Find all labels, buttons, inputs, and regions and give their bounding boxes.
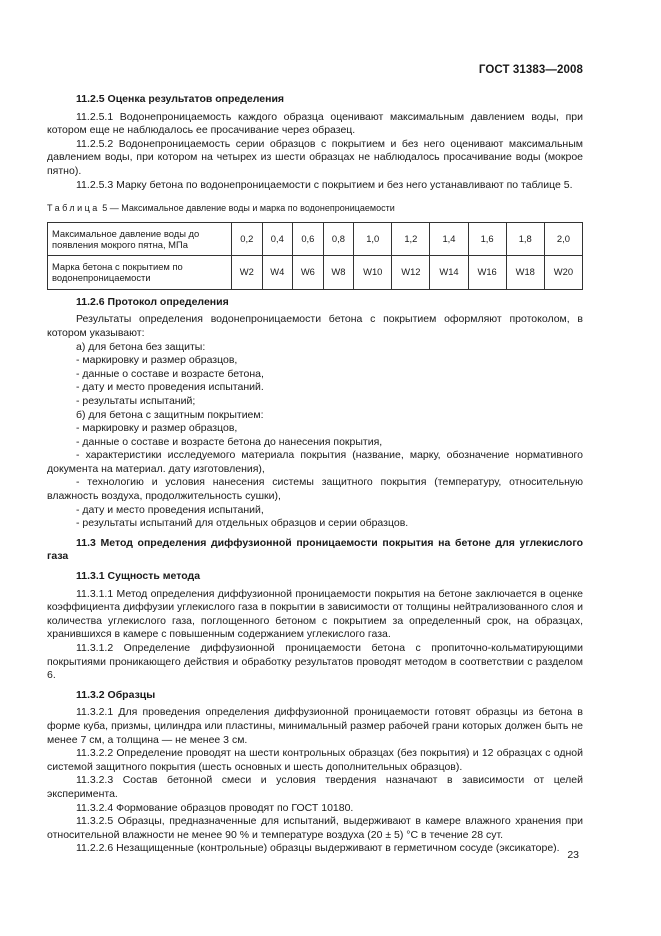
table-cell: 0,6 [293,222,324,255]
table-caption-label: Таблица [47,203,100,214]
table-cell: 0,8 [323,222,354,255]
paragraph-11-3-1-2: 11.3.1.2 Определение диффузионной проницаемости бетона с пропиточно-кольматирующими покрытиями проникающего действия и обработку результатов проводят методом в соответствии с разделом 6. [47,642,583,682]
row-header-grade: Марка бетона с покрытием по водонепроницаемости [48,255,232,289]
document-header: ГОСТ 31383—2008 [478,64,583,76]
list-item: - дату и место проведения испытаний, [76,503,264,516]
table-caption-text: 5 — Максимальное давление воды и марка по водонепроницаемости [99,203,395,214]
table-cell: 1,6 [468,222,506,255]
table-cell: W16 [468,255,506,289]
list-item: - результаты испытаний для отдельных образцов и серии образцов. [76,517,409,530]
table-cell: W6 [293,255,324,289]
list-heading-a: а) для бетона без защиты: [76,340,206,353]
paragraph-11-2-5-2: 11.2.5.2 Водонепроницаемость серии образцов с покрытием и без него оценивают максимальным давлением воды, при котором на четырех из шести образцах не наблюдалось просачивание воды (мокрое пятно). [47,137,583,177]
paragraph-11-3-1-1: 11.3.1.1 Метод определения диффузионной проницаемости покрытия на бетоне заключается в оценке коэффициента диффузии углекислого газа в покрытии в зависимости от толщины нейтрализованного слоя и количества углекислого газа, поглощенного бетоном с покрытием за определенный срок, на образцах, хранившихся в камере с повышенным содержанием углекислого газа. [47,587,583,641]
table-cell: 2,0 [544,222,582,255]
table-cell: 1,2 [392,222,430,255]
section-11-2-6-title: 11.2.6 Протокол определения [76,295,229,308]
paragraph-11-3-2-5: 11.3.2.5 Образцы, предназначенные для испытаний, выдерживают в камере влажного хранения при относительной влажности не менее 90 % и температуре воздуха (20 ± 5) °С в течение 28 сут. [47,815,583,841]
paragraph-11-2-2-6: 11.2.2.6 Незащищенные (контрольные) образцы выдерживают в герметичном сосуде (эксикаторе). [76,842,560,855]
list-item: - технологию и условия нанесения системы защитного покрытия (температуру, относительную влажность воздуха, продолжительность сушки), [47,476,583,503]
page-content [47,93,583,856]
section-11-3-title: 11.3 Метод определения диффузионной проницаемости покрытия на бетоне для углекислого газа [47,536,583,563]
list-heading-b: б) для бетона с защитным покрытием: [76,408,264,421]
table-5-caption [47,202,583,216]
paragraph-11-3-2-1: 11.3.2.1 Для проведения определения диффузионной проницаемости готовят образцы из бетона в форме куба, призмы, цилиндра или пластины, минимальный размер рабочей грани которых должен быть не менее 7 см, а толщина — не менее 3 см. [47,706,583,746]
list-item: - маркировку и размер образцов, [76,354,238,367]
table-cell: W12 [392,255,430,289]
paragraph-11-2-5-1: 11.2.5.1 Водонепроницаемость каждого образца оценивают максимальным давлением воды, при котором еще не наблюдалось ее просачивание через образец. [47,110,583,137]
paragraph-11-3-2-3: 11.3.2.3 Состав бетонной смеси и условия твердения назначают в зависимости от целей эксперимента. [47,774,583,800]
list-item: - маркировку и размер образцов, [76,422,238,435]
table-5 [47,222,583,290]
table-cell: W8 [323,255,354,289]
table-row-pressure [48,222,583,255]
section-11-3-1-title: 11.3.1 Сущность метода [76,570,201,583]
list-item: - дату и место проведения испытаний. [76,381,264,394]
table-row-grade [48,255,583,289]
list-item: - данные о составе и возрасте бетона, [76,367,264,380]
table-cell: W14 [430,255,468,289]
paragraph-11-3-2-2: 11.3.2.2 Определение проводят на шести контрольных образцах (без покрытия) и 12 образцах с одной системой защитного покрытия (шесть основных и шесть дополнительных образцов). [47,747,583,773]
table-cell: W4 [262,255,293,289]
paragraph-11-3-2-4: 11.3.2.4 Формование образцов проводят по ГОСТ 10180. [76,801,354,814]
row-header-pressure: Максимальное давление воды до появления мокрого пятна, МПа [48,222,232,255]
table-cell: W20 [544,255,582,289]
list-item: - характеристики исследуемого материала покрытия (название, марку, обозначение нормативного документа на материал. дату изготовления), [47,449,583,475]
paragraph-11-2-5-3: 11.2.5.3 Марку бетона по водонепроницаемости с покрытием и без него устанавливают по таблице 5. [76,178,573,191]
page-number: 23 [567,849,579,861]
list-item: - данные о составе и возрасте бетона до нанесения покрытия, [76,435,383,448]
table-cell: W2 [232,255,263,289]
table-cell: 1,8 [506,222,544,255]
table-cell: 0,4 [262,222,293,255]
section-11-3-2-title: 11.3.2 Образцы [76,688,156,701]
table-cell: 1,0 [354,222,392,255]
table-cell: W18 [506,255,544,289]
list-item: - результаты испытаний; [76,394,196,407]
table-cell: 0,2 [232,222,263,255]
table-cell: W10 [354,255,392,289]
protocol-intro: Результаты определения водонепроницаемости бетона с покрытием оформляют протоколом, в котором указывают: [47,313,583,339]
section-11-2-5-title: 11.2.5 Оценка результатов определения [76,93,285,105]
table-cell: 1,4 [430,222,468,255]
